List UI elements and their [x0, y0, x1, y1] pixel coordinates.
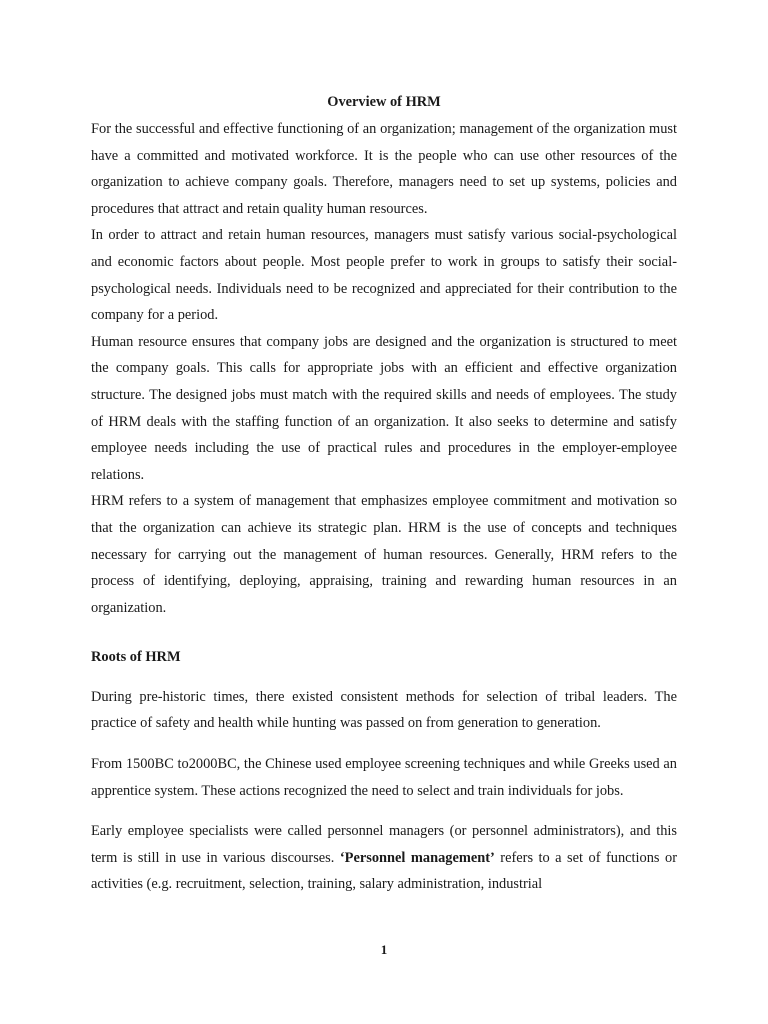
overview-section	[91, 116, 677, 621]
roots-heading: Roots of HRM	[91, 649, 181, 666]
overview-paragraph-4: HRM refers to a system of management that emphasizes employee commitment and motivation so that the organization can achieve its strategic plan. HRM is the use of concepts and techniques necessary for carrying out the management of human resources. Generally, HRM refers to the process of identifying, deploying, appraising, training and rewarding human resources in an organization.	[91, 493, 677, 616]
roots-section	[91, 684, 677, 898]
overview-paragraph-2: In order to attract and retain human resources, managers must satisfy various social-psychological and economic factors about people. Most people prefer to work in groups to satisfy their social-psychological needs. Individuals need to be recognized and appreciated for their contribution to the company for a period.	[91, 227, 677, 324]
document-body	[91, 88, 677, 898]
roots-paragraph-3	[91, 818, 677, 898]
document-title: Overview of HRM	[327, 94, 441, 110]
roots-paragraph-2: From 1500BC to2000BC, the Chinese used employee screening techniques and while Greeks used an apprentice system. These actions recognized the need to select and train individuals for jobs.	[91, 756, 677, 799]
roots-paragraph-3-text-cont: refers to a set of functions or activities (e.g. recruitment, selection, training, salary administration, industrial	[91, 849, 677, 893]
roots-paragraph-3-text: Early employee specialists were called personnel managers (or personnel administrators), and this term is still in use in various discourses.	[91, 823, 677, 866]
page-number: 1	[380, 942, 388, 957]
overview-paragraph-3: Human resource ensures that company jobs are designed and the organization is structured to meet the company goals. This calls for appropriate jobs with an efficient and effective organization structure. The designed jobs must match with the required skills and needs of employees. The study of HRM deals with the staffing function of an organization. It also seeks to determine and satisfy employee needs including the use of practical rules and procedures in the employer-employee relations.	[91, 333, 677, 483]
overview-paragraph-1: For the successful and effective functioning of an organization; management of the organization must have a committed and motivated workforce. It is the people who can use other resources of the organization to achieve company goals. Therefore, managers need to set up systems, policies and procedures that attract and retain quality human resources.	[91, 121, 677, 217]
roots-paragraph-1: During pre-historic times, there existed consistent methods for selection of tribal leaders. The practice of safety and health while hunting was passed on from generation to generation.	[91, 688, 677, 732]
personnel-management-term: ‘Personnel management’	[339, 849, 495, 866]
